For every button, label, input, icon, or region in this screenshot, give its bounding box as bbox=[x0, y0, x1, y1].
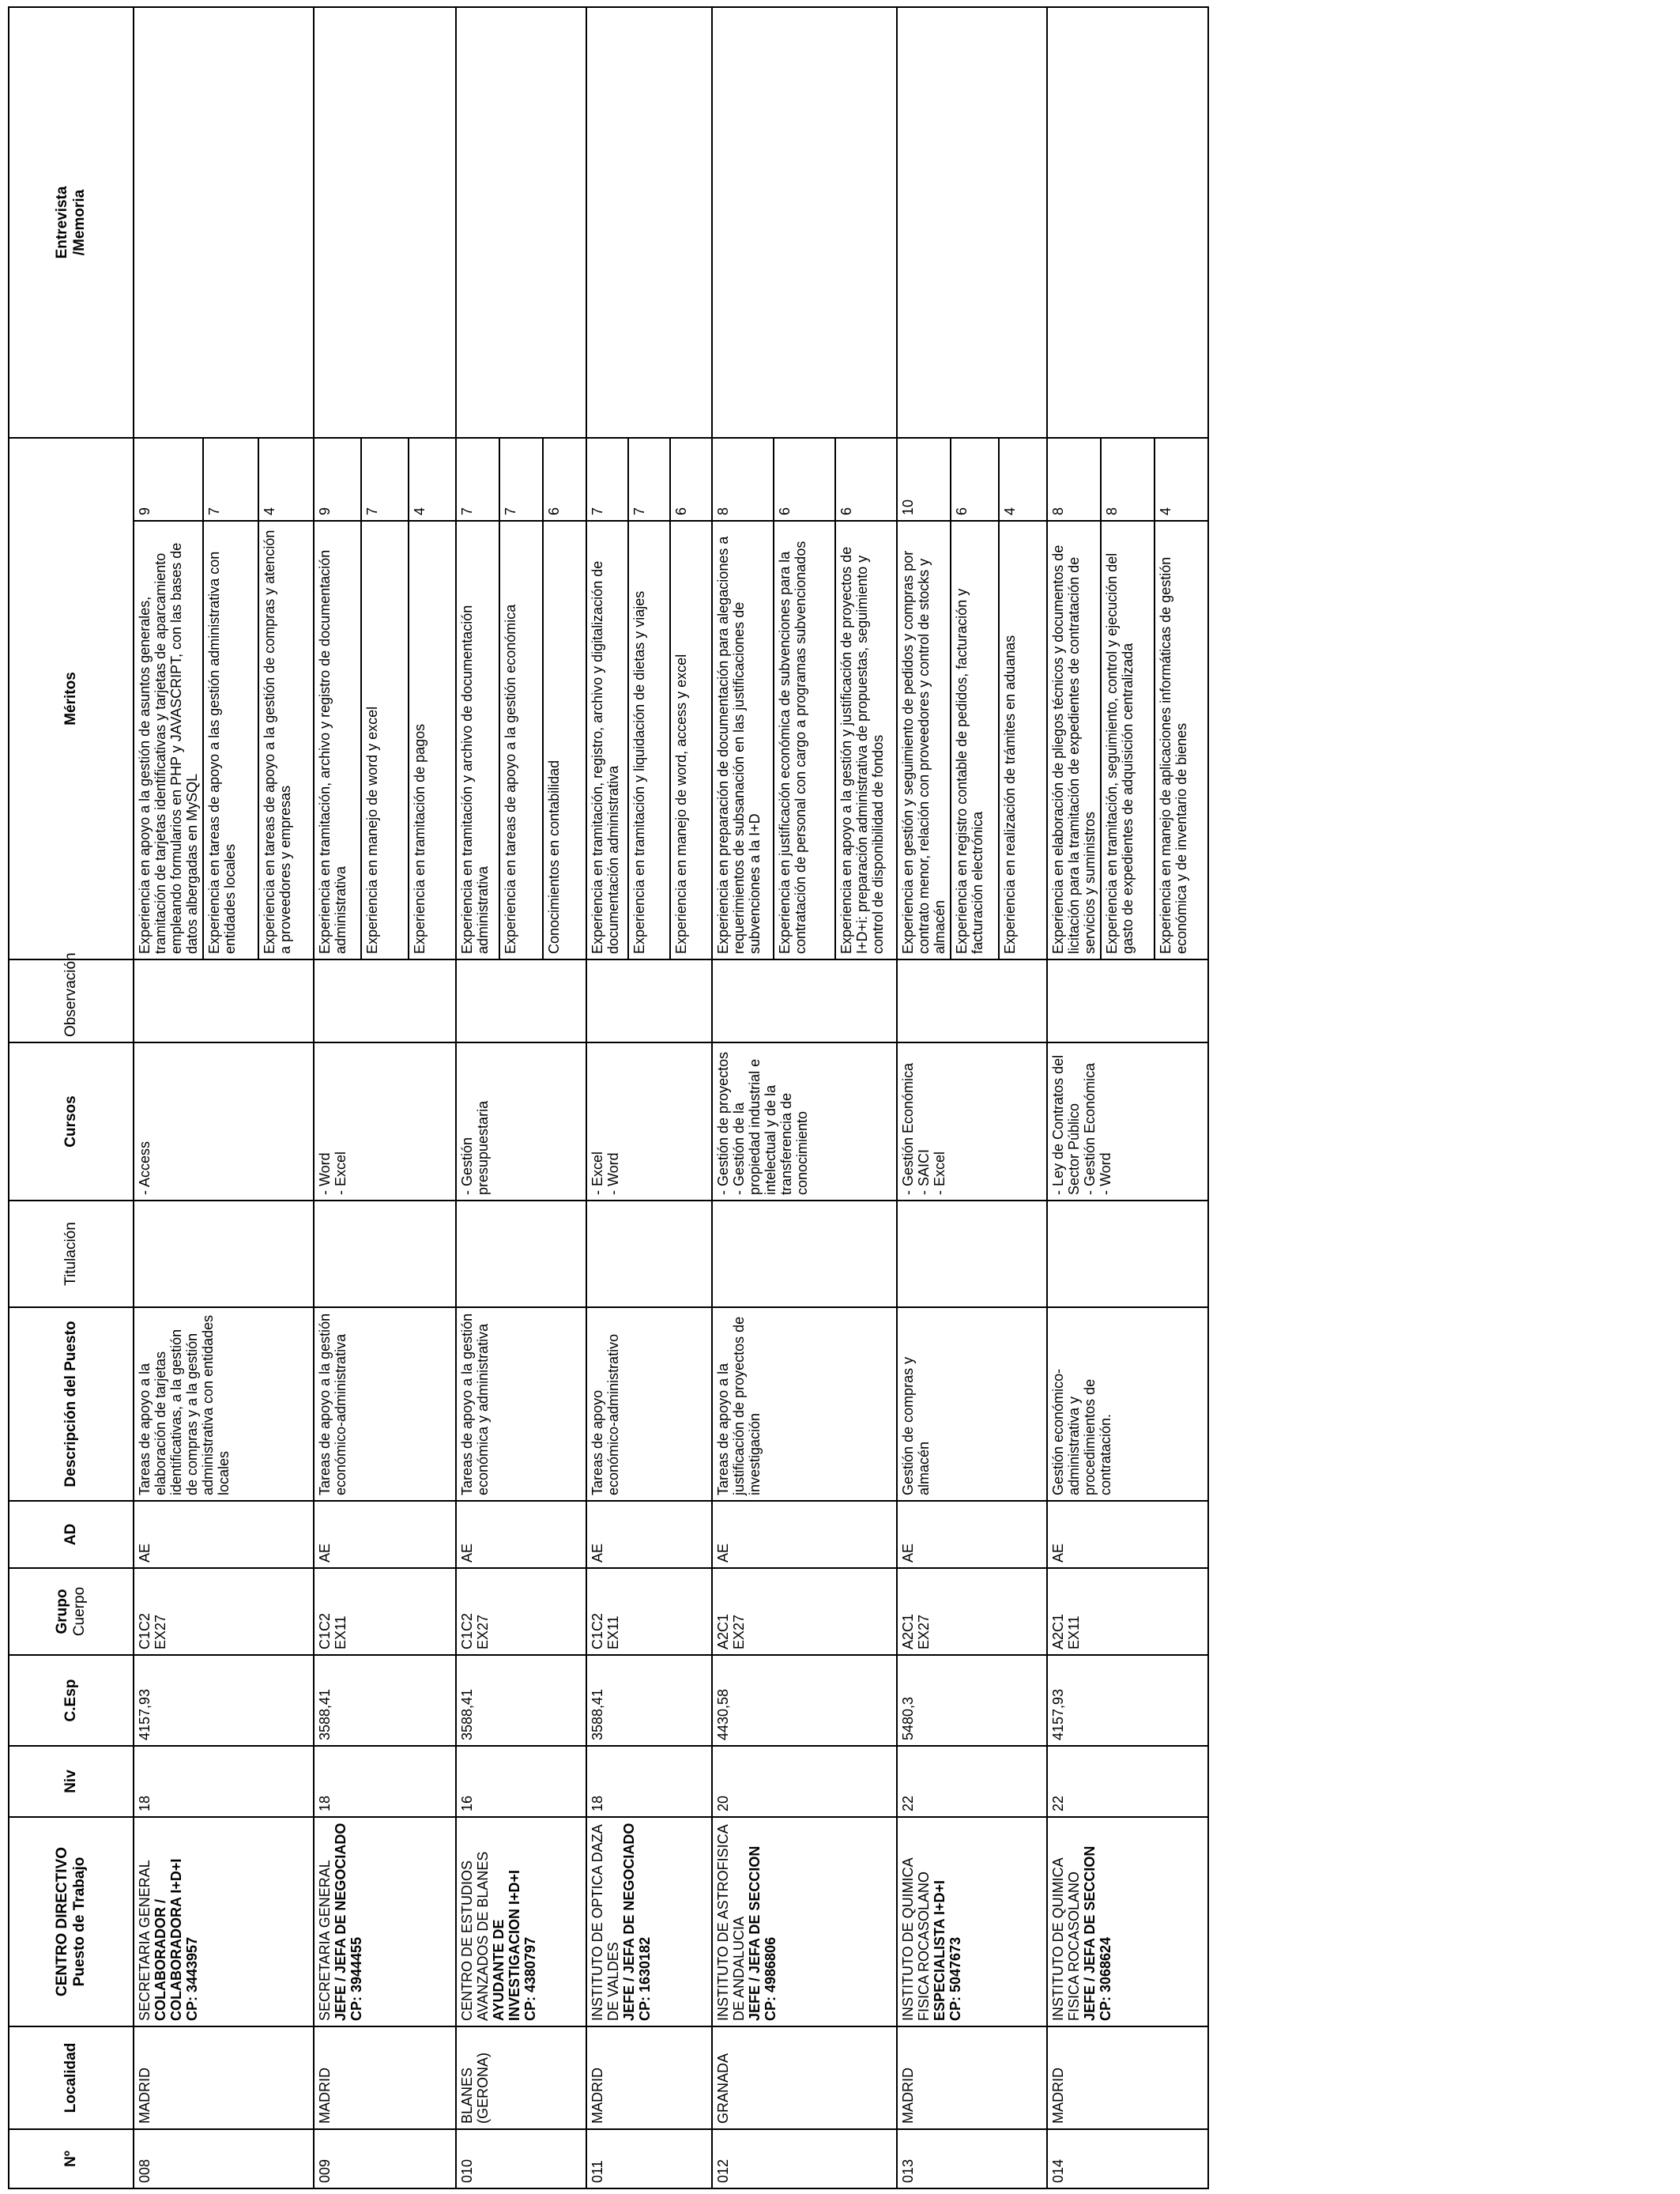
grupo-cell bbox=[134, 1568, 314, 1655]
localidad-cell: MADRID bbox=[314, 2026, 456, 2129]
merito-score: 8 bbox=[712, 438, 774, 521]
observacion-cell bbox=[456, 959, 586, 1042]
cursos-cell bbox=[134, 1042, 314, 1201]
ad-cell: AE bbox=[314, 1501, 456, 1568]
entrevista-cell bbox=[456, 7, 586, 438]
observacion-cell bbox=[314, 959, 456, 1042]
merito-text: Experiencia en realización de trámites en aduanas bbox=[999, 521, 1047, 959]
titulacion-cell bbox=[1047, 1201, 1208, 1307]
entrevista-cell bbox=[1047, 7, 1208, 438]
header-num: Nº bbox=[9, 2129, 134, 2188]
curso-item: - Access bbox=[137, 1140, 153, 1195]
cesp-cell: 3588,41 bbox=[456, 1655, 586, 1746]
num-cell: 009 bbox=[314, 2129, 456, 2188]
cp-code: CP: 4986806 bbox=[763, 1936, 778, 2021]
niv-cell: 18 bbox=[586, 1746, 712, 1817]
localidad-cell: BLANES (GERONA) bbox=[456, 2026, 586, 2129]
header-descripcion: Descripción del Puesto bbox=[9, 1307, 134, 1501]
header-grupo-line1: Grupo bbox=[54, 1589, 70, 1634]
grupo-value: A2C1 bbox=[900, 1613, 916, 1649]
merito-score: 4 bbox=[258, 438, 314, 521]
cursos-cell bbox=[712, 1042, 897, 1201]
descripcion-cell: Tareas de apoyo a la gestión económico-administrativa bbox=[314, 1307, 456, 1501]
cp-code: CP: 3944455 bbox=[348, 1936, 364, 2021]
centro-name: CENTRO DE ESTUDIOS AVANZADOS DE BLANES bbox=[459, 1851, 491, 2021]
puesto-name: JEFE / JEFA DE SECCION bbox=[747, 1845, 763, 2021]
grupo-value: A2C1 bbox=[715, 1613, 731, 1649]
curso-item: - Gestión Económica bbox=[1082, 1062, 1098, 1195]
merito-score: 7 bbox=[456, 438, 499, 521]
grupo-value: C1C2 bbox=[590, 1612, 605, 1649]
cp-code: CP: 3068624 bbox=[1098, 1936, 1113, 2021]
niv-cell: 18 bbox=[314, 1746, 456, 1817]
grupo-value: C1C2 bbox=[459, 1612, 475, 1649]
observacion-cell bbox=[1047, 959, 1208, 1042]
observacion-cell bbox=[586, 959, 712, 1042]
merito-score: 4 bbox=[1155, 438, 1208, 521]
header-cursos: Cursos bbox=[9, 1042, 134, 1201]
observacion-cell bbox=[712, 959, 897, 1042]
merito-score: 8 bbox=[1101, 438, 1155, 521]
merito-text: Experiencia en tramitación, registro, archivo y digitalización de documentación administrativa bbox=[586, 521, 628, 959]
cesp-cell: 4157,93 bbox=[1047, 1655, 1208, 1746]
curso-item: - Word bbox=[605, 1152, 621, 1195]
num-cell: 011 bbox=[586, 2129, 712, 2188]
entrevista-cell bbox=[897, 7, 1047, 438]
merito-text: Experiencia en tramitación y archivo de documentación administrativa bbox=[456, 521, 499, 959]
header-entrevista bbox=[9, 7, 134, 438]
header-centro-line2: Puesto de Trabajo bbox=[71, 1857, 88, 1987]
centro-name: INSTITUTO DE OPTICA DAZA DE VALDES bbox=[590, 1825, 621, 2021]
niv-cell: 18 bbox=[134, 1746, 314, 1817]
merito-score: 4 bbox=[999, 438, 1047, 521]
centro-name: SECRETARIA GENERAL bbox=[317, 1860, 333, 2021]
ad-cell: AE bbox=[897, 1501, 1047, 1568]
titulacion-cell bbox=[314, 1201, 456, 1307]
table-row bbox=[586, 7, 628, 2188]
centro-name: INSTITUTO DE ASTROFISICA DE ANDALUCIA bbox=[715, 1825, 747, 2021]
merito-score: 10 bbox=[897, 438, 951, 521]
cuerpo-value: EX11 bbox=[333, 1615, 348, 1649]
niv-cell: 22 bbox=[1047, 1746, 1208, 1817]
observacion-cell bbox=[134, 959, 314, 1042]
descripcion-cell: Gestión de compras y almacén bbox=[897, 1307, 1047, 1501]
descripcion-cell: Gestión económico-administrativa y procedimientos de contratación. bbox=[1047, 1307, 1208, 1501]
ad-cell: AE bbox=[712, 1501, 897, 1568]
merito-text: Experiencia en apoyo a la gestión y justificación de proyectos de I+D+i: preparación administrativa de propuestas, seguimiento y control de disponibilidad de fondos bbox=[835, 521, 897, 959]
header-cesp: C.Esp bbox=[9, 1655, 134, 1746]
cursos-cell bbox=[897, 1042, 1047, 1201]
table-row bbox=[1047, 7, 1101, 2188]
curso-item: - Word bbox=[1098, 1152, 1113, 1195]
centro-cell bbox=[314, 1817, 456, 2026]
centro-cell bbox=[134, 1817, 314, 2026]
descripcion-cell: Tareas de apoyo a la elaboración de tarjetas identificativas, a la gestión de compras y a la gestión administrativa con entidades locales bbox=[134, 1307, 314, 1501]
cuerpo-value: EX27 bbox=[916, 1614, 932, 1649]
descripcion-cell: Tareas de apoyo a la gestión económica y administrativa bbox=[456, 1307, 586, 1501]
header-entrevista-line1: Entrevista bbox=[54, 186, 70, 259]
merito-text: Experiencia en tareas de apoyo a las gestión administrativa con entidades locales bbox=[203, 521, 258, 959]
cesp-cell: 4430,58 bbox=[712, 1655, 897, 1746]
merito-text: Experiencia en manejo de aplicaciones informáticas de gestión económica y de inventario de bienes bbox=[1155, 521, 1208, 959]
merito-text: Experiencia en registro contable de pedidos, facturación y facturación electrónica bbox=[951, 521, 999, 959]
cp-code: CP: 3443957 bbox=[184, 1936, 200, 2021]
merito-score: 6 bbox=[543, 438, 586, 521]
merito-text: Experiencia en elaboración de pliegos técnicos y documentos de licitación para la tramitación de expedientes de contratación de servicios y suministros bbox=[1047, 521, 1101, 959]
table-row bbox=[897, 7, 951, 2188]
ad-cell: AE bbox=[1047, 1501, 1208, 1568]
ad-cell: AE bbox=[586, 1501, 712, 1568]
cesp-cell: 3588,41 bbox=[586, 1655, 712, 1746]
curso-item: - Excel bbox=[590, 1151, 605, 1195]
localidad-cell: MADRID bbox=[586, 2026, 712, 2129]
titulacion-cell bbox=[456, 1201, 586, 1307]
titulacion-cell bbox=[586, 1201, 712, 1307]
merito-score: 7 bbox=[628, 438, 670, 521]
merito-score: 9 bbox=[314, 438, 361, 521]
header-titulacion: Titulación bbox=[9, 1201, 134, 1307]
merito-text: Experiencia en tramitación, seguimiento, control y ejecución del gasto de expedientes de adquisición centralizada bbox=[1101, 521, 1155, 959]
puesto-name: COLABORADOR / COLABORADORA I+D+I bbox=[153, 1858, 184, 2021]
cursos-cell bbox=[586, 1042, 712, 1201]
cuerpo-value: EX11 bbox=[1066, 1615, 1082, 1649]
merito-text: Experiencia en justificación económica de subvenciones para la contratación de personal con cargo a programas subvencionados bbox=[774, 521, 835, 959]
curso-item: - Excel bbox=[333, 1151, 348, 1195]
puesto-name: AYUDANTE DE INVESTIGACION I+D+I bbox=[491, 1869, 522, 2021]
centro-cell bbox=[456, 1817, 586, 2026]
puesto-name: JEFE / JEFA DE SECCION bbox=[1082, 1845, 1098, 2021]
centro-name: SECRETARIA GENERAL bbox=[137, 1860, 153, 2021]
centro-name: INSTITUTO DE QUIMICA FISICA ROCASOLANO bbox=[1050, 1858, 1082, 2021]
entrevista-cell bbox=[134, 7, 314, 438]
cp-code: CP: 5047673 bbox=[947, 1936, 963, 2021]
niv-cell: 20 bbox=[712, 1746, 897, 1817]
merito-score: 6 bbox=[670, 438, 712, 521]
merito-score: 7 bbox=[203, 438, 258, 521]
observacion-cell bbox=[897, 959, 1047, 1042]
descripcion-cell: Tareas de apoyo a la justificación de proyectos de investigación bbox=[712, 1307, 897, 1501]
rotated-document-page bbox=[8, 8, 1193, 2189]
num-cell: 012 bbox=[712, 2129, 897, 2188]
grupo-cell bbox=[456, 1568, 586, 1655]
num-cell: 010 bbox=[456, 2129, 586, 2188]
header-grupo bbox=[9, 1568, 134, 1655]
localidad-cell: GRANADA bbox=[712, 2026, 897, 2129]
cp-code: CP: 4380797 bbox=[522, 1936, 538, 2021]
merito-score: 7 bbox=[499, 438, 543, 521]
localidad-cell: MADRID bbox=[134, 2026, 314, 2129]
curso-item: - Gestión presupuestaria bbox=[459, 1100, 491, 1195]
merito-score: 8 bbox=[1047, 438, 1101, 521]
ad-cell: AE bbox=[456, 1501, 586, 1568]
entrevista-cell bbox=[314, 7, 456, 438]
header-ad: AD bbox=[9, 1501, 134, 1568]
merito-text: Experiencia en manejo de word, access y excel bbox=[670, 521, 712, 959]
merito-text: Experiencia en tramitación y liquidación de dietas y viajes bbox=[628, 521, 670, 959]
cuerpo-value: EX27 bbox=[153, 1614, 168, 1649]
merito-score: 6 bbox=[774, 438, 835, 521]
cesp-cell: 5480,3 bbox=[897, 1655, 1047, 1746]
merito-score: 9 bbox=[134, 438, 203, 521]
niv-cell: 16 bbox=[456, 1746, 586, 1817]
titulacion-cell bbox=[897, 1201, 1047, 1307]
cursos-cell bbox=[1047, 1042, 1208, 1201]
num-cell: 013 bbox=[897, 2129, 1047, 2188]
merito-text: Experiencia en tramitación de pagos bbox=[409, 521, 456, 959]
curso-item: - Gestión de la propiedad industrial e intelectual y de la transferencia de conocimiento bbox=[731, 1058, 810, 1195]
centro-cell bbox=[712, 1817, 897, 2026]
num-cell: 014 bbox=[1047, 2129, 1208, 2188]
grupo-cell bbox=[586, 1568, 712, 1655]
grupo-cell bbox=[314, 1568, 456, 1655]
merito-score: 6 bbox=[835, 438, 897, 521]
titulacion-cell bbox=[134, 1201, 314, 1307]
header-entrevista-line2: /Memoria bbox=[71, 189, 88, 256]
curso-item: - SAICI bbox=[916, 1148, 932, 1195]
curso-item: - Ley de Contratos del Sector Público bbox=[1050, 1054, 1082, 1195]
header-localidad: Localidad bbox=[9, 2026, 134, 2129]
puesto-name: JEFE / JEFA DE NEGOCIADO bbox=[333, 1823, 348, 2021]
grupo-value: A2C1 bbox=[1050, 1613, 1066, 1649]
grupo-value: C1C2 bbox=[317, 1612, 333, 1649]
num-cell: 008 bbox=[134, 2129, 314, 2188]
centro-name: INSTITUTO DE QUIMICA FISICA ROCASOLANO bbox=[900, 1858, 932, 2021]
cursos-cell bbox=[314, 1042, 456, 1201]
merito-text: Experiencia en apoyo a la gestión de asuntos generales, tramitación de tarjetas identificativas y tarjetas de aparcamiento empleando formularios en PHP y JAVASCRIPT, con las bases de datos albergadas en MySQL bbox=[134, 521, 203, 959]
niv-cell: 22 bbox=[897, 1746, 1047, 1817]
entrevista-cell bbox=[712, 7, 897, 438]
curso-item: - Excel bbox=[932, 1151, 947, 1195]
grupo-cell bbox=[712, 1568, 897, 1655]
puesto-name: ESPECIALISTA I+D+I bbox=[932, 1879, 947, 2021]
header-row bbox=[9, 7, 134, 2188]
merito-score: 4 bbox=[409, 438, 456, 521]
merito-text: Experiencia en gestión y seguimiento de pedidos y compras por contrato menor, relación con proveedores y control de stocks y almacén bbox=[897, 521, 951, 959]
header-observacion: Observación bbox=[9, 959, 134, 1042]
ad-cell: AE bbox=[134, 1501, 314, 1568]
header-meritos: Méritos bbox=[9, 438, 134, 959]
localidad-cell: MADRID bbox=[1047, 2026, 1208, 2129]
header-niv: Niv bbox=[9, 1746, 134, 1817]
merito-text: Experiencia en tramitación, archivo y registro de documentación administrativa bbox=[314, 521, 361, 959]
merito-text: Experiencia en manejo de word y excel bbox=[361, 521, 409, 959]
cp-code: CP: 1630182 bbox=[637, 1936, 653, 2021]
header-centro-line1: CENTRO DIRECTIVO bbox=[54, 1847, 70, 1996]
puesto-name: JEFE / JEFA DE NEGOCIADO bbox=[621, 1823, 637, 2021]
merito-score: 7 bbox=[586, 438, 628, 521]
localidad-cell: MADRID bbox=[897, 2026, 1047, 2129]
header-grupo-line2: Cuerpo bbox=[71, 1586, 88, 1637]
job-positions-table bbox=[8, 6, 1209, 2189]
merito-text: Experiencia en tareas de apoyo a la gestión económica bbox=[499, 521, 543, 959]
merito-text: Experiencia en tareas de apoyo a la gestión de compras y atención a proveedores y empresas bbox=[258, 521, 314, 959]
cursos-cell bbox=[456, 1042, 586, 1201]
merito-score: 6 bbox=[951, 438, 999, 521]
header-centro bbox=[9, 1817, 134, 2026]
cuerpo-value: EX27 bbox=[475, 1614, 491, 1649]
cuerpo-value: EX27 bbox=[731, 1614, 747, 1649]
table-row bbox=[134, 7, 203, 2188]
cesp-cell: 4157,93 bbox=[134, 1655, 314, 1746]
table-row bbox=[456, 7, 499, 2188]
curso-item: - Gestión de proyectos bbox=[715, 1051, 731, 1195]
grupo-cell bbox=[897, 1568, 1047, 1655]
centro-cell bbox=[1047, 1817, 1208, 2026]
curso-item: - Word bbox=[317, 1152, 333, 1195]
merito-text: Conocimientos en contabilidad bbox=[543, 521, 586, 959]
grupo-cell bbox=[1047, 1568, 1208, 1655]
merito-text: Experiencia en preparación de documentación para alegaciones a requerimientos de subsanación en las justificaciones de subvenciones a la I+D bbox=[712, 521, 774, 959]
cesp-cell: 3588,41 bbox=[314, 1655, 456, 1746]
centro-cell bbox=[586, 1817, 712, 2026]
descripcion-cell: Tareas de apoyo económico-administrativo bbox=[586, 1307, 712, 1501]
centro-cell bbox=[897, 1817, 1047, 2026]
curso-item: - Gestión Económica bbox=[900, 1062, 916, 1195]
cuerpo-value: EX11 bbox=[605, 1615, 621, 1649]
grupo-value: C1C2 bbox=[137, 1612, 153, 1649]
table-row bbox=[314, 7, 361, 2188]
merito-score: 7 bbox=[361, 438, 409, 521]
titulacion-cell bbox=[712, 1201, 897, 1307]
table-body bbox=[134, 7, 1208, 2188]
entrevista-cell bbox=[586, 7, 712, 438]
table-row bbox=[712, 7, 774, 2188]
